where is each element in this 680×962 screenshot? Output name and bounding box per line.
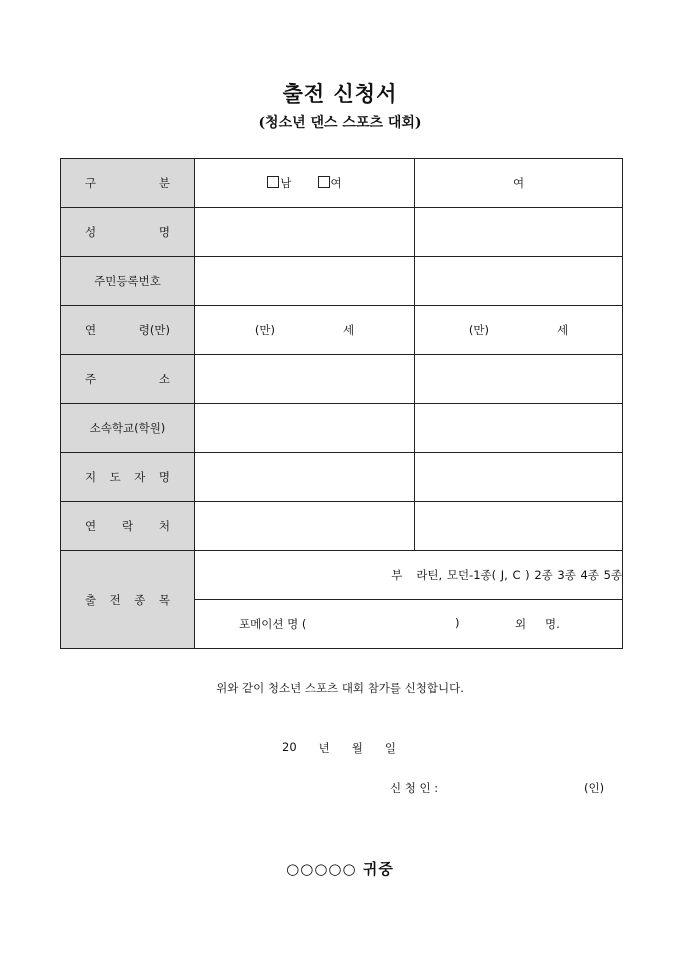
instructor-partner-input-cell[interactable]	[415, 453, 623, 502]
label-char: 자	[134, 470, 146, 484]
label-char: 락	[121, 519, 134, 533]
address-partner-input-cell[interactable]	[415, 355, 623, 404]
label-char: 연	[85, 323, 97, 337]
application-form-table	[60, 158, 623, 649]
date-line	[282, 740, 396, 756]
date-month-label: 월	[351, 741, 363, 755]
row-contact	[61, 502, 623, 551]
formation-outside: 외	[515, 617, 527, 631]
checkbox-female[interactable]	[318, 176, 330, 188]
age-input-cell[interactable]	[195, 306, 415, 355]
row-school	[61, 404, 623, 453]
label-address	[61, 355, 195, 404]
label-char: 출	[85, 592, 97, 607]
age-partner-input-cell[interactable]	[415, 306, 623, 355]
label-char: 처	[158, 519, 170, 533]
label-char: 령(만)	[138, 323, 170, 337]
row-rrn	[61, 257, 623, 306]
contact-input-cell[interactable]	[195, 502, 415, 551]
recipient-line: ○○○○○ 귀중	[286, 860, 394, 878]
gender-female-option[interactable]	[318, 175, 342, 191]
rrn-partner-input-cell[interactable]	[415, 257, 623, 306]
age-suffix: 세	[556, 323, 569, 337]
date-year-prefix: 20	[282, 740, 297, 754]
formation-cell[interactable]	[195, 600, 623, 649]
label-char: 분	[158, 176, 170, 190]
label-school: 소속학교(학원)	[61, 404, 195, 453]
label-char: 소	[158, 372, 170, 386]
gender-female-label: 여	[330, 176, 342, 190]
document-subtitle: (청소년 댄스 스포츠 대회)	[258, 115, 422, 131]
label-char: 구	[85, 176, 97, 190]
name-input-cell[interactable]	[195, 208, 415, 257]
formation-close: )	[455, 616, 460, 630]
label-events	[61, 551, 195, 649]
row-events	[61, 551, 623, 600]
label-char: 성	[85, 225, 97, 239]
instructor-input-cell[interactable]	[195, 453, 415, 502]
label-char: 종	[134, 592, 146, 607]
row-gender	[61, 159, 623, 208]
gender-options-cell	[195, 159, 415, 208]
gender-partner-cell: 여	[415, 159, 623, 208]
label-char: 전	[109, 592, 121, 607]
label-instructor	[61, 453, 195, 502]
label-gender	[61, 159, 195, 208]
events-options-text: 부 라틴, 모던-1종( J, C ) 2종 3종 4종 5종	[391, 568, 622, 582]
formation-count: 명.	[545, 617, 560, 631]
label-char: 주	[85, 372, 97, 386]
date-year-label: 년	[318, 741, 330, 755]
label-char: 지	[85, 470, 97, 484]
age-prefix: (만)	[468, 323, 489, 337]
date-day-label: 일	[384, 741, 396, 755]
address-input-cell[interactable]	[195, 355, 415, 404]
rrn-input-cell[interactable]	[195, 257, 415, 306]
label-age	[61, 306, 195, 355]
applicant-label: 신 청 인 :	[390, 781, 439, 795]
application-statement: 위와 같이 청소년 스포츠 대회 참가를 신청합니다.	[216, 681, 464, 695]
age-prefix: (만)	[254, 323, 275, 337]
row-address	[61, 355, 623, 404]
row-age	[61, 306, 623, 355]
school-partner-input-cell[interactable]	[415, 404, 623, 453]
checkbox-male[interactable]	[267, 176, 279, 188]
age-suffix: 세	[342, 323, 355, 337]
contact-partner-input-cell[interactable]	[415, 502, 623, 551]
gender-male-option[interactable]	[267, 175, 291, 191]
events-options-cell[interactable]	[195, 551, 623, 600]
formation-prefix: 포메이션 명 (	[239, 617, 307, 631]
document-title: 출전 신청서	[282, 81, 398, 106]
row-instructor	[61, 453, 623, 502]
label-char: 명	[158, 225, 170, 239]
row-name	[61, 208, 623, 257]
label-char: 명	[158, 470, 170, 484]
gender-male-label: 남	[280, 176, 292, 190]
label-name	[61, 208, 195, 257]
name-partner-input-cell[interactable]	[415, 208, 623, 257]
label-char: 목	[158, 592, 170, 607]
applicant-seal: (인)	[584, 781, 605, 795]
school-input-cell[interactable]	[195, 404, 415, 453]
label-char: 연	[85, 519, 97, 533]
label-contact	[61, 502, 195, 551]
label-char: 도	[109, 470, 121, 484]
label-rrn: 주민등록번호	[61, 257, 195, 306]
